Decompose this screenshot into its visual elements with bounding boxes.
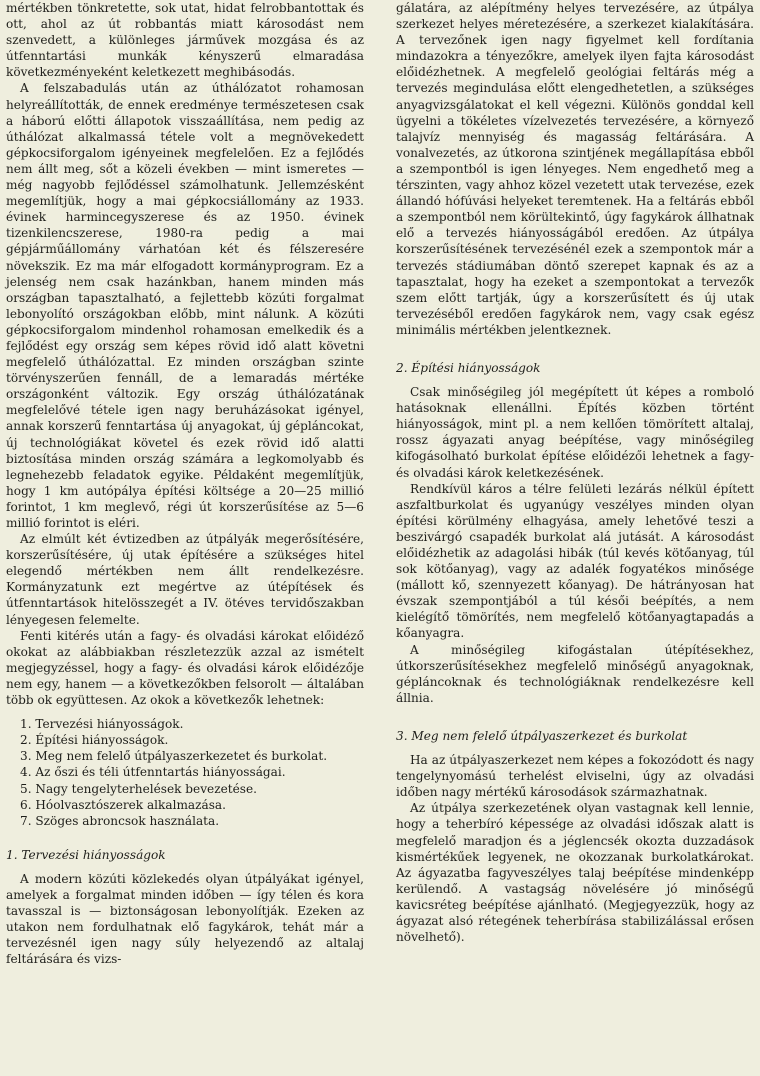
paragraph: Csak minőségileg jól megépített út képes a romboló hatásoknak ellenállni. Építés közben történt hiányosságok, mint pl. a nem kellően tömörített altalaj, rossz ágyazati anyag beépítése, vagy minőségileg kifogásolható burkolat építése előidézői lehetnek a fagy- és olvadási károk keletkezésének. [396, 385, 754, 480]
paragraph: Az elmúlt két évtizedben az útpályák megerősítésére, korszerűsítésére, új utak építésére a szükséges hitel elegendő mértékben nem állt rendelkezésre. Kormányzatunk ezt megértve az útépítések és útfenntartások hitelösszegét a IV. ötéves tervidőszakban lényegesen felemelte. [6, 532, 364, 627]
paragraph: A minőségileg kifogástalan útépítésekhez, útkorszerűsítésekhez megfelelő minőségű anyagoknak, gépláncoknak és technológiáknak rendelkezésre kell állnia. [396, 642, 754, 705]
paragraph: Az útpálya szerkezetének olyan vastagnak kell lennie, hogy a teherbíró képessége az olvadási időszak alatt is megfelelő maradjon és a jéglencsék okozta duzzadások kismértékűek legyenek, ne okozzanak burkolatkárokat. Az ágyazatba fagyveszélyes talaj beépítése mindenképp kerülendő. A vastagság növelésére jó minőségű kavicsréteg beépítése ajánlható. (Megjegyezzük, hogy az ágyazat alsó rétegének teherbírása stabilizálással erősen növelhető). [396, 801, 754, 945]
paragraph: gálatára, az alépítmény helyes tervezésére, az útpálya szerkezet helyes méretezésére, a szerkezet kialakítására. A tervezőnek igen nagy figyelmet kell fordítania mindazokra a tényezőkre, amelyek ilyen fajta károsodást előidézhetnek. A megfelelő geológiai feltárás még a tervezés megindulása előtt elengedhetetlen, a szükséges anyagvizsgálatokat el kell végezni. Különös gonddal kell ügyelni a tökéletes vízelvezetés tervezésére, a környező talajvíz mennyiség és magasság feltárására. A vonalvezetés, az útkorona szintjének megállapítása ebből a szempontból is igen lényeges. Nem engedhető meg a térszinten, vagy ahhoz közel vezetett utak tervezése, ezek állandó hófúvási helyeket teremtenek. Ha a feltárás ebből a szempontból nem körültekintő, úgy fagykárok állhatnak elő a tervezés hiányosságából eredően. Az útpálya korszerűsítésének tervezésénél ezek a szempontok már a tervezés stádiumában döntő szerepet kapnak és az a tapasztalat, hogy ha ezeket a szempontokat a tervezők szem előtt tartják, úgy a korszerűsített és új utak tervezéséből eredően fagykárok nem, vagy csak egész minimális mértékben jelentkeznek. [396, 1, 754, 337]
list-item: 1. Tervezési hiányosságok. [20, 717, 184, 732]
paragraph: Rendkívül káros a télre felületi lezárás nélkül épített aszfaltburkolat és ugyanúgy veszélyes minden olyan építési körülmény elhagyása, amely lehetővé teszi a beszivárgó csapadék burkolat alá jutását. A károsodást előidézhetik az adagolási hibák (túl kevés kötőanyag, túl sok kötőanyag), vagy az adalék fogyatékos minősége (mállott kő, szennyezett kőanyag). De hátrányosan hat évszak szempontjából a túl késői beépítés, a nem kielégítő tömörítés, nem megfelelő kötőanyagtapadás a kőanyagra. [396, 481, 754, 641]
paragraph: A modern közúti közlekedés olyan útpályákat igényel, amelyek a forgalmat minden időben — így télen és kora tavasszal is — biztonságosan lebonyolítják. Ezeken az utakon nem fordulhatnak elő fagykárok, tehát már a tervezésnél igen nagy súly helyezendő az altalaj feltárására és vizs- [6, 871, 364, 967]
list-item: 2. Építési hiányosságok. [20, 733, 169, 748]
list-item: 7. Szöges abroncsok használata. [20, 813, 220, 828]
list-item: 6. Hóolvasztószerek alkalmazása. [20, 797, 226, 812]
left-column [6, 0, 364, 967]
list-item: 3. Meg nem felelő útpályaszerkezetet és burkolat. [20, 749, 328, 764]
list-item: 4. Az őszi és téli útfenntartás hiányosságai. [20, 765, 286, 780]
section-heading: 1. Tervezési hiányosságok [6, 847, 166, 862]
paragraph: A felszabadulás után az úthálózatot rohamosan helyreállították, de ennek eredménye természetesen csak a háború előtti állapotok visszaállítása, nem pedig az úthálózat alkalmassá tétele volt a megnövekedett gépkocsiforgalom igényeinek megfelelően. Ez a fejlődés nem állt meg, sőt a közeli években — mint ismeretes — még nagyobb fejlődéssel számolhatunk. Jellemzésként megemlítjük, hogy a mai gépkocsiállomány az 1933. évinek harmincegyszerese és az 1950. évinek tizenkilencszerese, 1980-ra pedig a mai gépjárműállomány várhatóan két és félszeresére növekszik. Ez ma már elfogadott kormányprogram. Ez a jelenség nem csak hazánkban, hanem minden más országban tapasztalható, a fejlettebb közúti forgalmat lebonyolító országokban előbb, mint nálunk. A közúti gépkocsiforgalom mindenhol rohamosan emelkedik és a fejlődést egy ország sem képes rövid idő alatt követni megfelelő úthálózattal. Ez minden országban szinte törvényszerűen fennáll, de a lemaradás mértéke országonként változik. Egy ország úthálózatának megfelelővé tétele igen nagy beruházásokat igényel, annak korszerű fenntartása új anyagokat, új gépláncokat, új technológiákat követel és ezek rövid idő alatti biztosítása minden ország számára a legkomolyabb és legnehezebb feladatok egyike. Példaként megemlítjük, hogy 1 km autópálya építési költsége a 20—25 millió forintot, 1 km meglevő, régi út korszerűsítése az 5—6 millió forintot is eléri. [6, 81, 364, 530]
list-item: 5. Nagy tengelyterhelések bevezetése. [20, 781, 257, 796]
paragraph: mértékben tönkretette, sok utat, hidat felrobbantottak és ott, ahol az út robbantás miatt károsodást nem szenvedett, a különleges járművek mozgása és az útfenntartási munkák kényszerű elmaradása következményeként keletkezett meghibásodás. [6, 1, 364, 80]
paragraph: Fenti kitérés után a fagy- és olvadási károkat előidéző okokat az alábbiakban részletezzük azzal az ismételt megjegyzéssel, hogy a fagy- és olvadási károk előidézője nem egy, hanem — a következőkben felsorolt — általában több ok együttesen. Az okok a következők lehetnek: [6, 628, 364, 708]
right-column [396, 0, 754, 945]
section-heading: 2. Építési hiányosságok [396, 360, 541, 375]
section-heading: 3. Meg nem felelő útpályaszerkezet és burkolat [396, 728, 688, 743]
cause-list [6, 716, 364, 829]
paragraph: Ha az útpályaszerkezet nem képes a fokozódott és nagy tengelynyomású terhelést elviselni, úgy az olvadási időben nagy mértékű károsodások származhatnak. [396, 753, 754, 800]
